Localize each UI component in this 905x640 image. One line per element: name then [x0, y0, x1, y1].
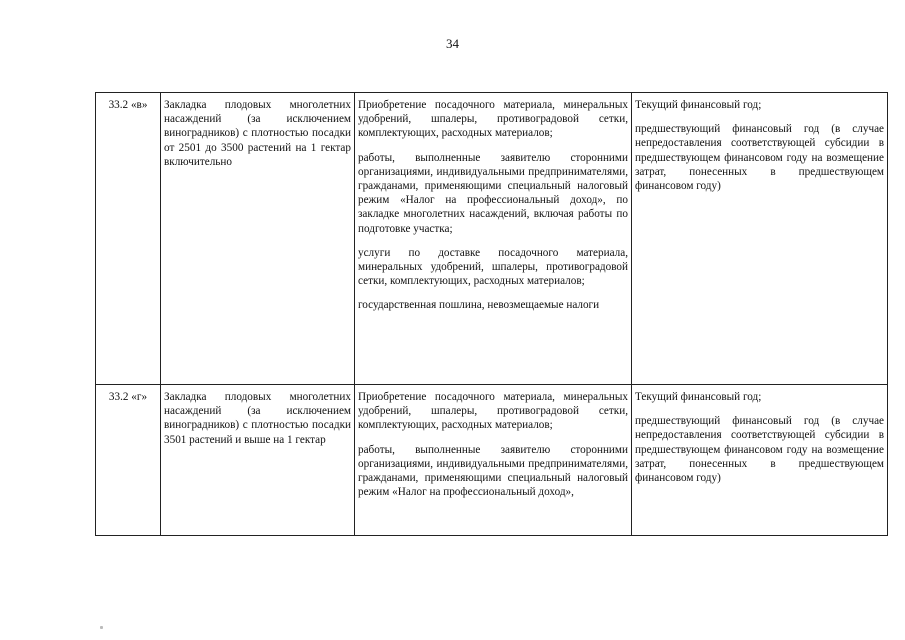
row-number: 33.2 «г»: [96, 385, 161, 536]
row-period: [632, 385, 888, 536]
cost-item: государственная пошлина, невозмещаемые налоги: [358, 299, 600, 312]
row-period: [632, 93, 888, 385]
page-number: 34: [446, 36, 459, 51]
period-item: предшествующий финансовый год (в случае непредоставления соответствующей субсидии в предшествующем финансовом году на возмещение затрат, понесенных в предшествующем финансовом году): [635, 123, 884, 193]
row-name: Закладка плодовых многолетних насаждений (за исключением виноградников) с плотностью посадки от 2501 до 3500 растений на 1 гектар включительно: [161, 93, 355, 385]
table-row: [96, 385, 888, 536]
period-item: предшествующий финансовый год (в случае непредоставления соответствующей субсидии в предшествующем финансовом году на возмещение затрат, понесенных в предшествующем финансовом году): [635, 415, 884, 485]
row-number: 33.2 «в»: [96, 93, 161, 385]
subsidy-costs-table: [95, 92, 888, 536]
period-item: Текущий финансовый год;: [635, 391, 762, 403]
cost-item: услуги по доставке посадочного материала, минеральных удобрений, шпалеры, противоградовой сетки, комплектующих, расходных материалов;: [358, 246, 628, 288]
period-item: Текущий финансовый год;: [635, 99, 762, 111]
row-name: Закладка плодовых многолетних насаждений (за исключением виноградников) с плотностью посадки 3501 растений и выше на 1 гектар: [161, 385, 355, 536]
row-costs: [355, 93, 632, 385]
cost-item: работы, выполненные заявителю сторонними организациями, индивидуальными предпринимателями, гражданами, применяющими специальный налоговый режим «Налог на профессиональный доход», по закладке многолетних насаждений, включая работы по подготовке участка;: [358, 151, 628, 235]
row-costs: [355, 385, 632, 536]
cost-item: Приобретение посадочного материала, минеральных удобрений, шпалеры, противоградовой сетки, комплектующих, расходных материалов;: [358, 99, 628, 140]
scan-speck: [100, 626, 103, 629]
table-row: [96, 93, 888, 385]
cost-item: работы, выполненные заявителю сторонними организациями, индивидуальными предпринимателями, гражданами, применяющими специальный налоговый режим «Налог на профессиональный доход»,: [358, 443, 628, 499]
cost-item: Приобретение посадочного материала, минеральных удобрений, шпалеры, противоградовой сетки, комплектующих, расходных материалов;: [358, 391, 628, 432]
